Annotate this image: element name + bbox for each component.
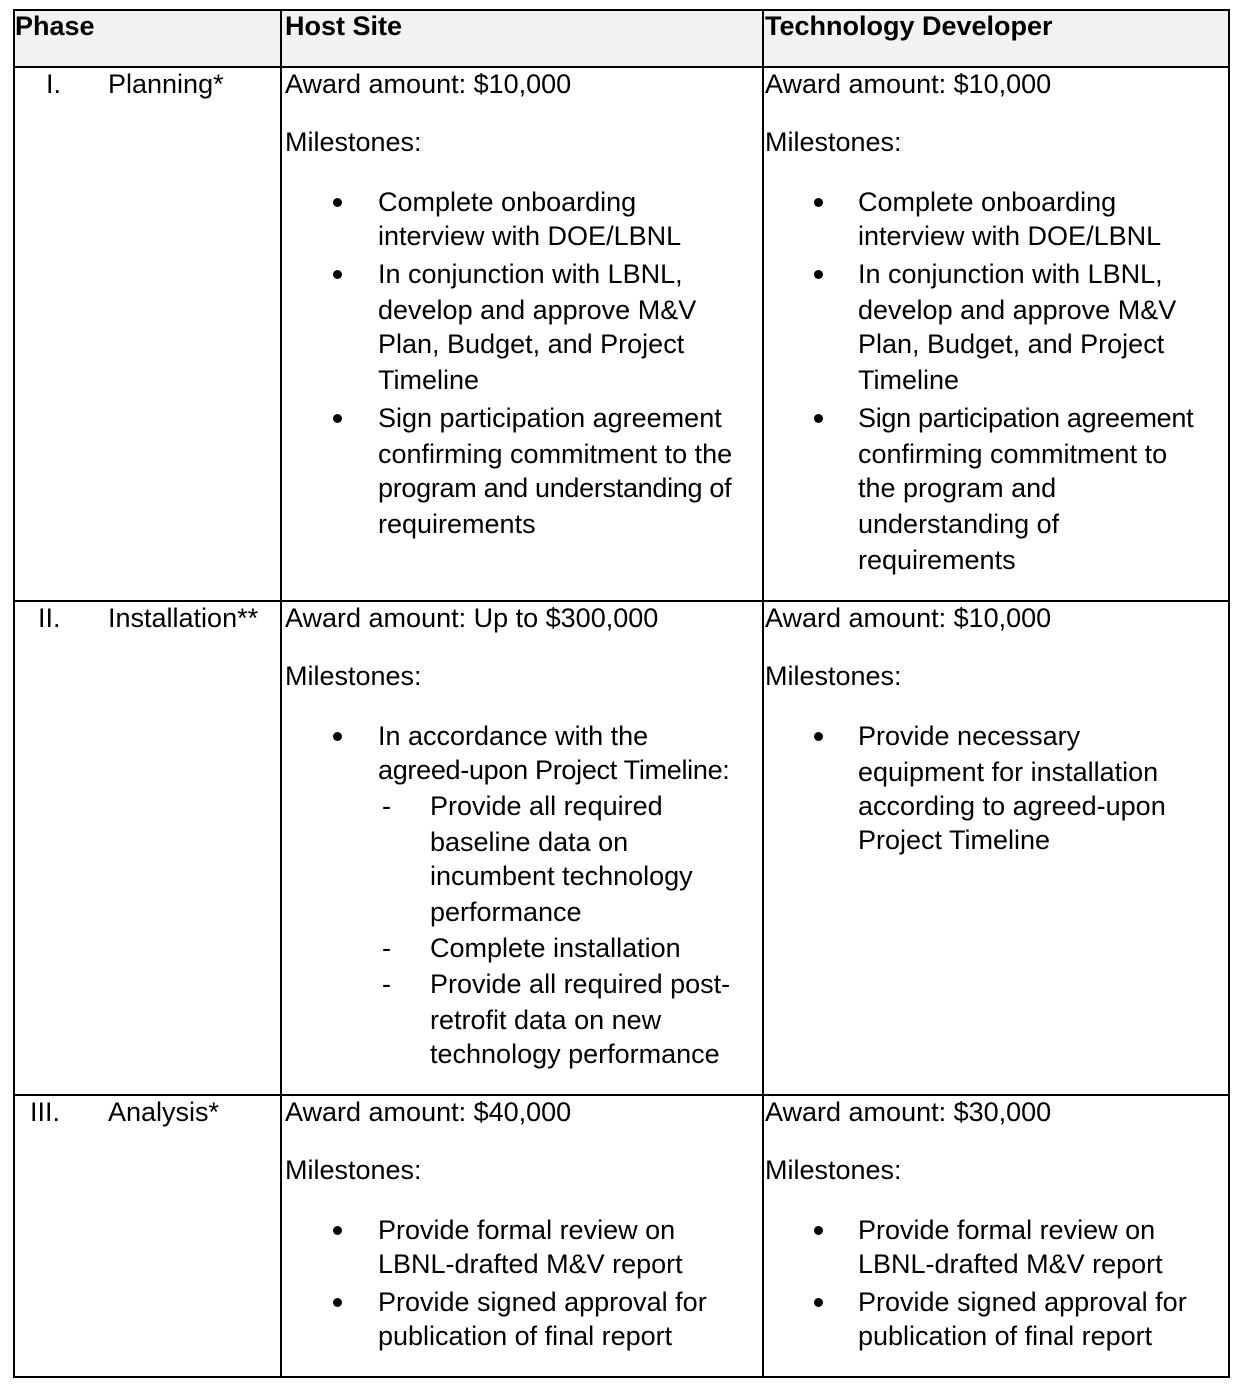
award-amount: Award amount: $10,000 — [285, 69, 572, 99]
milestone-line: Timeline — [378, 365, 480, 395]
bullet-icon — [814, 198, 823, 207]
milestone-line: Plan, Budget, and Project — [858, 329, 1165, 359]
bullet-icon — [333, 1298, 342, 1307]
milestone-subline: Provide all required post- — [430, 969, 731, 999]
milestones-label: Milestones: — [285, 661, 422, 691]
dash-icon: - — [382, 791, 391, 821]
bullet-icon — [333, 270, 342, 279]
dash-icon: - — [382, 969, 391, 999]
bullet-icon — [333, 414, 342, 423]
header-phase: Phase — [15, 11, 95, 41]
milestone-line: In conjunction with LBNL, — [378, 259, 683, 289]
milestone-line: Complete onboarding — [858, 187, 1117, 217]
milestone-line: Provide necessary — [858, 721, 1081, 751]
award-amount: Award amount: $10,000 — [765, 603, 1052, 633]
bullet-icon — [814, 270, 823, 279]
milestone-line: confirming commitment to — [858, 439, 1168, 469]
milestone-subline: incumbent technology — [430, 861, 693, 891]
column-divider — [762, 9, 764, 1378]
milestone-line: understanding of — [858, 509, 1060, 539]
dash-icon: - — [382, 933, 391, 963]
header-host-site: Host Site — [285, 11, 403, 41]
phase-name: Planning* — [108, 69, 224, 99]
milestone-line: LBNL-drafted M&V report — [858, 1249, 1163, 1279]
milestone-line: according to agreed-upon — [858, 791, 1166, 821]
milestone-line: develop and approve M&V — [858, 295, 1177, 325]
milestone-subline: Complete installation — [430, 933, 681, 963]
milestone-line: requirements — [378, 509, 536, 539]
milestone-line: confirming commitment to the — [378, 439, 733, 469]
milestone-line: publication of final report — [378, 1321, 673, 1351]
milestone-line: Sign participation agreement — [378, 403, 722, 433]
milestone-line: Sign participation agreement — [858, 403, 1194, 433]
milestone-line: LBNL-drafted M&V report — [378, 1249, 683, 1279]
milestone-subline: Provide all required — [430, 791, 663, 821]
milestone-line: Provide signed approval for — [858, 1287, 1187, 1317]
milestone-line: In accordance with the — [378, 721, 649, 751]
award-amount: Award amount: $10,000 — [765, 69, 1052, 99]
milestone-line: Timeline — [858, 365, 960, 395]
bullet-icon — [333, 198, 342, 207]
milestone-line: agreed-upon Project Timeline: — [378, 755, 730, 785]
column-divider — [280, 9, 282, 1378]
phase-numeral: II. — [38, 603, 61, 633]
milestones-label: Milestones: — [285, 1155, 422, 1185]
milestone-line: Provide formal review on — [858, 1215, 1156, 1245]
milestone-line: publication of final report — [858, 1321, 1153, 1351]
milestone-line: Complete onboarding — [378, 187, 637, 217]
award-amount: Award amount: Up to $300,000 — [285, 603, 659, 633]
milestone-line: interview with DOE/LBNL — [378, 221, 682, 251]
bullet-icon — [814, 732, 823, 741]
milestone-subline: technology performance — [430, 1039, 720, 1069]
bullet-icon — [814, 1298, 823, 1307]
milestones-label: Milestones: — [765, 127, 902, 157]
table-border-bottom — [13, 1376, 1230, 1378]
table-border-left — [13, 9, 15, 1378]
milestone-line: requirements — [858, 545, 1016, 575]
award-amount: Award amount: $40,000 — [285, 1097, 572, 1127]
milestones-label: Milestones: — [285, 127, 422, 157]
phase-name: Analysis* — [108, 1097, 220, 1127]
milestone-line: interview with DOE/LBNL — [858, 221, 1162, 251]
milestone-line: the program and — [858, 473, 1057, 503]
award-amount: Award amount: $30,000 — [765, 1097, 1052, 1127]
phase-name: Installation** — [108, 603, 259, 633]
milestone-line: equipment for installation — [858, 757, 1159, 787]
milestone-line: develop and approve M&V — [378, 295, 697, 325]
phase-numeral: III. — [30, 1097, 61, 1127]
milestone-line: Project Timeline — [858, 825, 1051, 855]
bullet-icon — [333, 1226, 342, 1235]
bullet-icon — [814, 1226, 823, 1235]
milestone-line: In conjunction with LBNL, — [858, 259, 1163, 289]
milestone-line: Provide formal review on — [378, 1215, 676, 1245]
milestone-subline: retrofit data on new — [430, 1005, 662, 1035]
header-technology-developer: Technology Developer — [765, 11, 1053, 41]
milestones-label: Milestones: — [765, 1155, 902, 1185]
milestones-label: Milestones: — [765, 661, 902, 691]
table-border-right — [1228, 9, 1230, 1378]
milestone-subline: performance — [430, 897, 582, 927]
bullet-icon — [814, 414, 823, 423]
phase-numeral: I. — [46, 69, 62, 99]
bullet-icon — [333, 732, 342, 741]
milestone-line: Plan, Budget, and Project — [378, 329, 685, 359]
milestone-subline: baseline data on — [430, 827, 629, 857]
milestone-line: program and understanding of — [378, 473, 732, 503]
milestone-line: Provide signed approval for — [378, 1287, 707, 1317]
